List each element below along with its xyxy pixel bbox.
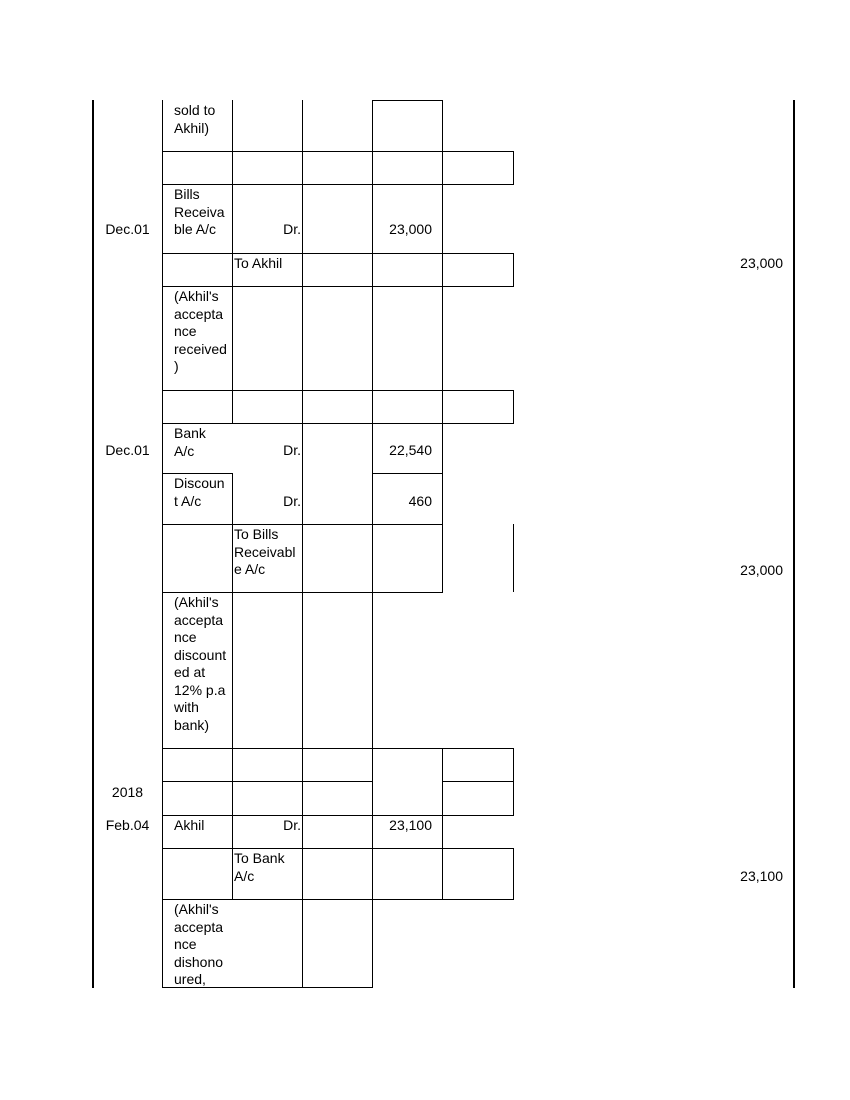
debit-account-bank: Bank A/c <box>174 425 206 459</box>
credit-account: To Akhil <box>234 255 283 271</box>
entry-date: Feb.04 <box>105 817 150 833</box>
credit-account: To Bills Receivabl e A/c <box>234 526 296 577</box>
credit-amount: 23,000 <box>740 562 783 578</box>
credit-amount: 23,000 <box>740 255 783 271</box>
credit-amount: 23,100 <box>740 868 783 884</box>
debit-account-discount: Discoun t A/c <box>174 475 225 509</box>
debit-marker: Dr. <box>283 817 301 833</box>
narration: (Akhil's accepta nce received ) <box>174 288 227 374</box>
narration: (Akhil's accepta nce discount ed at 12% p.a with bank) <box>174 594 227 733</box>
debit-marker: Dr. <box>283 221 301 237</box>
entry-date: Dec.01 <box>105 442 150 458</box>
debit-amount: 23,100 <box>389 817 432 833</box>
debit-account: Akhil <box>174 817 205 833</box>
debit-amount-discount: 460 <box>408 493 432 509</box>
debit-amount: 23,000 <box>389 221 432 237</box>
debit-amount-bank: 22,540 <box>389 442 432 458</box>
right-border <box>793 100 795 988</box>
debit-account: Bills Receiva ble A/c <box>174 186 225 237</box>
debit-marker-discount: Dr. <box>283 493 301 509</box>
narration: sold to Akhil) <box>174 102 216 136</box>
debit-marker-bank: Dr. <box>283 442 301 458</box>
credit-account: To Bank A/c <box>234 850 285 884</box>
entry-date: Dec.01 <box>105 221 150 237</box>
narration: (Akhil's accepta nce dishono ured, <box>174 901 224 987</box>
entry-year: 2018 <box>111 784 144 800</box>
